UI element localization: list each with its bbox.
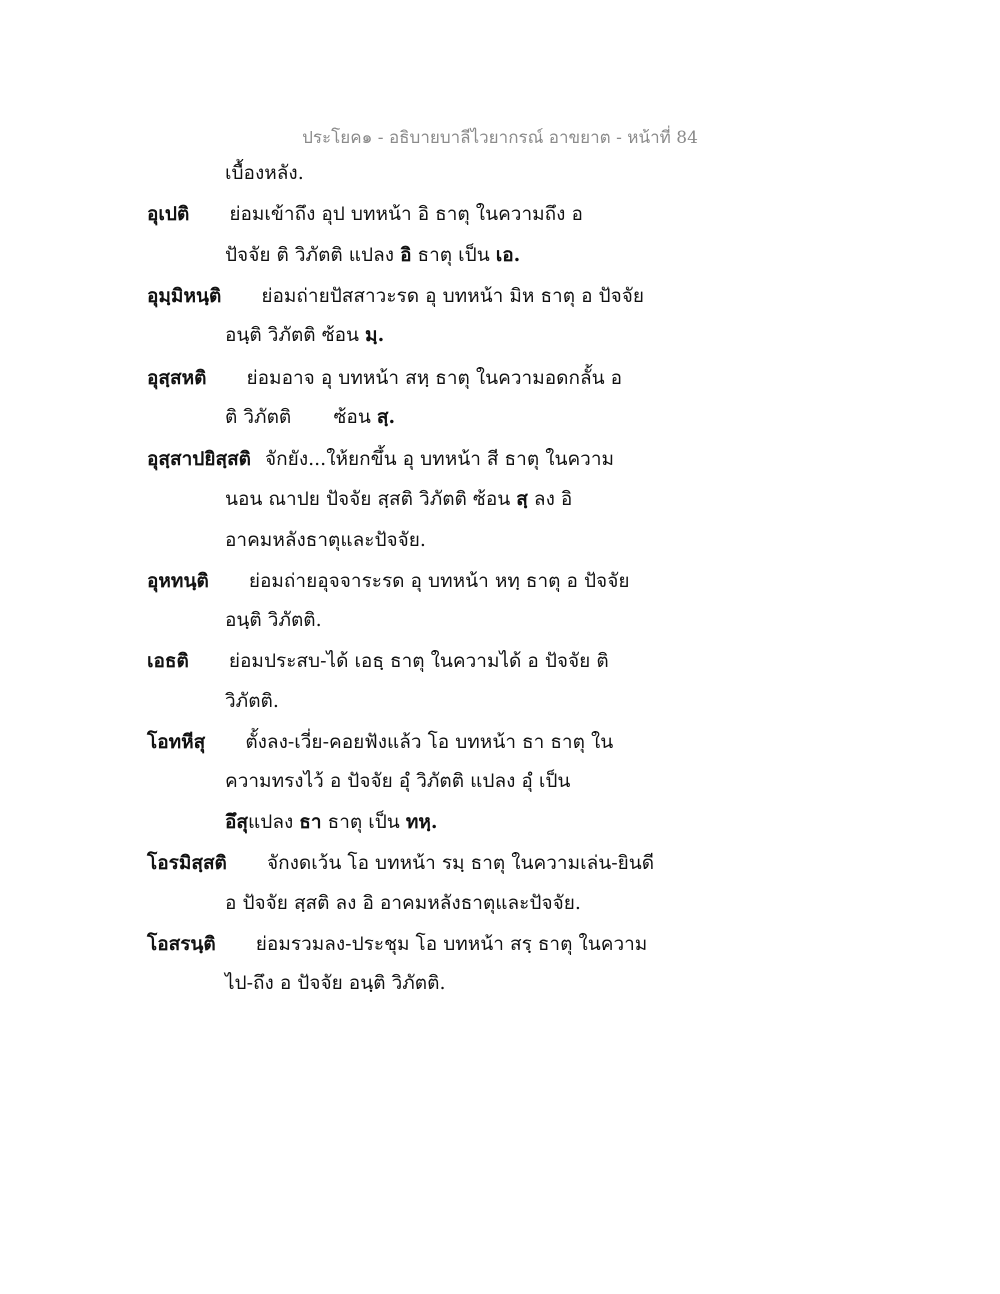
text-line xyxy=(225,322,384,348)
line-text: ปัจจัย ติ วิภัตติ แปลง xyxy=(225,244,401,266)
entry-term: อุมฺมิหนฺติ xyxy=(147,285,222,307)
line-text: นอน ณาปย ปัจจัย สฺสติ วิภัตติ ซ้อน xyxy=(225,488,517,510)
text-line xyxy=(225,970,446,996)
line-text: ไป-ถึง อ ปัจจัย อนฺติ วิภัตติ. xyxy=(225,972,446,994)
text-line xyxy=(225,768,570,794)
entry-term: อุสฺสหติ xyxy=(147,367,207,389)
line-text: อ ปัจจัย สฺสติ ลง อิ อาคมหลังธาตุและปัจจัย. xyxy=(225,892,581,914)
entry-line xyxy=(147,365,622,391)
bold-text: . xyxy=(377,324,385,346)
entry-definition: ย่อมอาจ อุ บทหน้า สหฺ ธาตุ ในความอดกลั้น อ xyxy=(246,367,623,389)
entry-line xyxy=(147,729,613,755)
entry-definition: จักยัง...ให้ยกขึ้น อุ บทหน้า สี ธาตุ ในความ xyxy=(265,448,615,470)
bold-text: . xyxy=(388,406,396,428)
entry-line xyxy=(147,568,629,594)
line-text: วิภัตติ. xyxy=(225,690,279,712)
line-text: ธาตุ เป็น xyxy=(321,811,406,833)
bold-text: ทหฺ xyxy=(405,811,431,833)
line-text: ธาตุ เป็น xyxy=(411,244,496,266)
bold-text: มฺ xyxy=(365,324,378,346)
entry-term: โอสรนฺติ xyxy=(147,933,216,955)
entry-term: โอรมิสฺสติ xyxy=(147,852,227,874)
entry-line xyxy=(147,850,654,876)
entry-term: โอทหีสุ xyxy=(147,731,206,753)
text-line xyxy=(225,160,304,186)
text-line xyxy=(225,890,581,916)
entry-definition: จักงดเว้น โอ บทหน้า รมฺ ธาตุ ในความเล่น-ยินดี xyxy=(266,852,655,874)
bold-text: . xyxy=(430,811,438,833)
entry-definition: ตั้งลง-เวี่ย-คอยฟังแล้ว โอ บทหน้า ธา ธาตุ ใน xyxy=(245,731,614,753)
line-text: อนฺติ วิภัตติ. xyxy=(225,609,322,631)
line-text: อนฺติ วิภัตติ ซ้อน xyxy=(225,324,366,346)
line-text: แปลง xyxy=(248,811,300,833)
bold-text: . xyxy=(513,244,521,266)
text-line xyxy=(225,527,426,553)
bold-text: เอ xyxy=(495,244,514,266)
text-line xyxy=(225,486,572,512)
entry-definition: ย่อมรวมลง-ประชุม โอ บทหน้า สรฺ ธาตุ ในความ xyxy=(255,933,648,955)
entry-term: อุสฺสาปยิสฺสติ xyxy=(147,448,251,470)
entry-definition: ย่อมถ่ายปัสสาวะรด อุ บทหน้า มิห ธาตุ อ ปัจจัย xyxy=(261,285,645,307)
bold-text: ธา xyxy=(299,811,322,833)
text-line xyxy=(225,404,395,430)
text-line xyxy=(225,688,279,714)
entry-line xyxy=(147,931,647,957)
line-text: ลง อิ xyxy=(527,488,573,510)
text-line xyxy=(225,607,322,633)
entry-term: อุหทนฺติ xyxy=(147,570,209,592)
line-text: เบื้องหลัง. xyxy=(225,162,304,184)
line-text: ความทรงไว้ อ ปัจจัย อุํ วิภัตติ แปลง อุํ เป็น xyxy=(225,770,571,792)
entry-line xyxy=(147,201,583,227)
entry-line xyxy=(147,283,644,309)
bold-text: อิ xyxy=(400,244,412,266)
entry-definition: ย่อมถ่ายอุจจาระรด อุ บทหน้า หทฺ ธาตุ อ ปัจจัย xyxy=(248,570,630,592)
bold-text: อึสุ xyxy=(225,811,249,833)
entry-term: อุเปติ xyxy=(147,203,190,225)
entry-definition: ย่อมเข้าถึง อุป บทหน้า อิ ธาตุ ในความถึง อ xyxy=(229,203,583,225)
text-line xyxy=(225,242,520,268)
bold-text: สฺ xyxy=(376,406,389,428)
page-header: ประโยค๑ - อธิบายบาลีไวยากรณ์ อาขยาต - หน้าที่ 84 xyxy=(302,128,698,148)
entry-definition: ย่อมประสบ-ได้ เอธฺ ธาตุ ในความได้ อ ปัจจัย ติ xyxy=(228,650,609,672)
bold-text: สฺ xyxy=(516,488,528,510)
line-text: ติ วิภัตติ ซ้อน xyxy=(225,406,377,428)
entry-line xyxy=(147,446,614,472)
line-text: อาคมหลังธาตุและปัจจัย. xyxy=(225,529,426,551)
entry-line xyxy=(147,648,609,674)
entry-term: เอธติ xyxy=(147,650,189,672)
text-line xyxy=(225,809,438,835)
